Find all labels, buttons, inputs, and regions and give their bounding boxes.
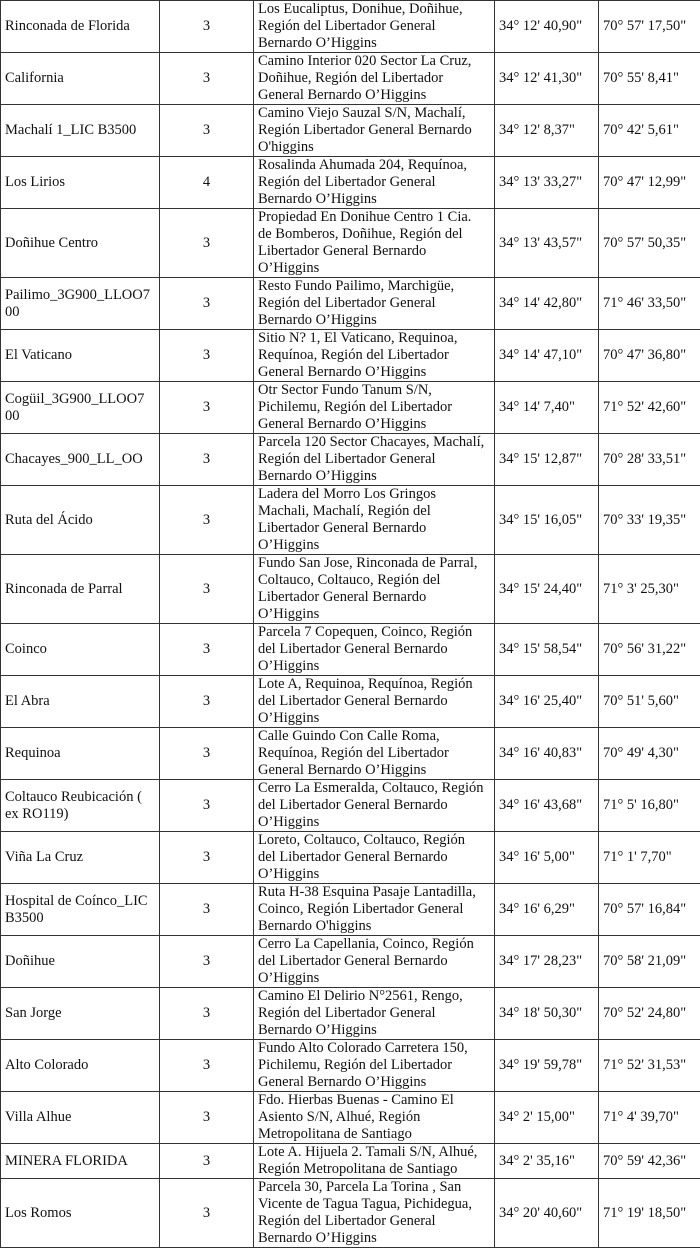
site-name-cell: California [1,53,160,105]
longitude-cell: 71° 5' 16,80" [599,780,700,832]
table-row [1,105,700,157]
longitude-cell: 71° 52' 31,53" [599,1040,700,1092]
site-name-cell: Coinco [1,624,160,676]
latitude-cell: 34° 12' 8,37" [495,105,599,157]
site-name-cell: Ruta del Ácido [1,486,160,555]
address-cell: Resto Fundo Pailimo, Marchigüe, Región del Libertador General Bernardo O’Higgins [254,278,495,330]
site-name-cell: Pailimo_3G900_LLOO7 00 [1,278,160,330]
latitude-cell: 34° 16' 43,68" [495,780,599,832]
table-row [1,780,700,832]
sector-count-cell: 3 [160,1040,254,1092]
latitude-cell: 34° 16' 40,83" [495,728,599,780]
longitude-cell: 71° 4' 39,70" [599,1092,700,1144]
site-name-cell: Chacayes_900_LL_OO [1,434,160,486]
address-cell: Lote A, Requinoa, Requínoa, Región del Libertador General Bernardo O’Higgins [254,676,495,728]
sector-count-cell: 3 [160,728,254,780]
table-row [1,728,700,780]
latitude-cell: 34° 19' 59,78" [495,1040,599,1092]
sector-count-cell: 3 [160,676,254,728]
sector-count-cell: 3 [160,832,254,884]
latitude-cell: 34° 2' 35,16" [495,1144,599,1179]
table-row [1,278,700,330]
latitude-cell: 34° 14' 42,80" [495,278,599,330]
longitude-cell: 70° 55' 8,41" [599,53,700,105]
longitude-cell: 70° 42' 5,61" [599,105,700,157]
longitude-cell: 70° 49' 4,30" [599,728,700,780]
address-cell: Camino Viejo Sauzal S/N, Machalí, Región Libertador General Bernardo O'higgins [254,105,495,157]
address-cell: Parcela 30, Parcela La Torina , San Vicente de Tagua Tagua, Pichidegua, Región del Libertador General Bernardo O’Higgins [254,1179,495,1248]
address-cell: Propiedad En Donihue Centro 1 Cia. de Bomberos, Doñihue, Región del Libertador General Bernardo O’Higgins [254,209,495,278]
address-cell: Otr Sector Fundo Tanum S/N, Pichilemu, Región del Libertador General Bernardo O’Higgins [254,382,495,434]
address-cell: Parcela 120 Sector Chacayes, Machalí, Región del Libertador General Bernardo O’Higgins [254,434,495,486]
sector-count-cell: 3 [160,1179,254,1248]
site-name-cell: San Jorge [1,988,160,1040]
table-row [1,884,700,936]
longitude-cell: 70° 58' 21,09" [599,936,700,988]
site-name-cell: El Vaticano [1,330,160,382]
sector-count-cell: 3 [160,624,254,676]
site-name-cell: Viña La Cruz [1,832,160,884]
latitude-cell: 34° 16' 6,29" [495,884,599,936]
site-name-cell: Rinconada de Parral [1,555,160,624]
table-row [1,1040,700,1092]
latitude-cell: 34° 2' 15,00" [495,1092,599,1144]
latitude-cell: 34° 15' 12,87" [495,434,599,486]
sector-count-cell: 3 [160,555,254,624]
site-name-cell: Requinoa [1,728,160,780]
address-cell: Lote A. Hijuela 2. Tamali S/N, Alhué, Región Metropolitana de Santiago [254,1144,495,1179]
table-row [1,988,700,1040]
table-row [1,382,700,434]
address-cell: Fundo San Jose, Rinconada de Parral, Coltauco, Coltauco, Región del Libertador General Bernardo O’Higgins [254,555,495,624]
latitude-cell: 34° 13' 43,57" [495,209,599,278]
latitude-cell: 34° 16' 5,00" [495,832,599,884]
site-name-cell: Cogüil_3G900_LLOO7 00 [1,382,160,434]
longitude-cell: 70° 57' 17,50" [599,1,700,53]
site-name-cell: Los Lirios [1,157,160,209]
longitude-cell: 71° 3' 25,30" [599,555,700,624]
sector-count-cell: 3 [160,486,254,555]
latitude-cell: 34° 14' 7,40" [495,382,599,434]
latitude-cell: 34° 20' 40,60" [495,1179,599,1248]
longitude-cell: 70° 47' 12,99" [599,157,700,209]
site-name-cell: Villa Alhue [1,1092,160,1144]
address-cell: Camino El Delirio N°2561, Rengo, Región del Libertador General Bernardo O’Higgins [254,988,495,1040]
address-cell: Loreto, Coltauco, Coltauco, Región del Libertador General Bernardo O’Higgins [254,832,495,884]
address-cell: Camino Interior 020 Sector La Cruz, Doñihue, Región del Libertador General Bernardo O’Higgins [254,53,495,105]
longitude-cell: 71° 19' 18,50" [599,1179,700,1248]
longitude-cell: 71° 46' 33,50" [599,278,700,330]
site-name-cell: Coltauco Reubicación ( ex RO119) [1,780,160,832]
longitude-cell: 70° 59' 42,36" [599,1144,700,1179]
address-cell: Ladera del Morro Los Gringos Machali, Machalí, Región del Libertador General Bernardo O’Higgins [254,486,495,555]
table-row [1,555,700,624]
latitude-cell: 34° 15' 24,40" [495,555,599,624]
table-row [1,1144,700,1179]
sector-count-cell: 3 [160,105,254,157]
table-row [1,1,700,53]
longitude-cell: 70° 51' 5,60" [599,676,700,728]
table-row [1,53,700,105]
longitude-cell: 70° 57' 16,84" [599,884,700,936]
longitude-cell: 70° 57' 50,35" [599,209,700,278]
latitude-cell: 34° 13' 33,27" [495,157,599,209]
site-name-cell: MINERA FLORIDA [1,1144,160,1179]
table-row [1,209,700,278]
latitude-cell: 34° 15' 16,05" [495,486,599,555]
table-row [1,1179,700,1248]
address-cell: Ruta H-38 Esquina Pasaje Lantadilla, Coinco, Región Libertador General Bernardo O'higgins [254,884,495,936]
latitude-cell: 34° 17' 28,23" [495,936,599,988]
latitude-cell: 34° 15' 58,54" [495,624,599,676]
longitude-cell: 70° 47' 36,80" [599,330,700,382]
longitude-cell: 70° 52' 24,80" [599,988,700,1040]
site-name-cell: Hospital de Coínco_LIC B3500 [1,884,160,936]
sector-count-cell: 3 [160,209,254,278]
latitude-cell: 34° 16' 25,40" [495,676,599,728]
table-row [1,157,700,209]
sector-count-cell: 3 [160,988,254,1040]
address-cell: Fundo Alto Colorado Carretera 150, Pichilemu, Región del Libertador General Bernardo O’Higgins [254,1040,495,1092]
table-row [1,832,700,884]
longitude-cell: 70° 56' 31,22" [599,624,700,676]
sector-count-cell: 3 [160,1,254,53]
address-cell: Cerro La Esmeralda, Coltauco, Región del Libertador General Bernardo O’Higgins [254,780,495,832]
address-cell: Cerro La Capellania, Coinco, Región del Libertador General Bernardo O’Higgins [254,936,495,988]
address-cell: Rosalinda Ahumada 204, Requínoa, Región del Libertador General Bernardo O’Higgins [254,157,495,209]
sector-count-cell: 3 [160,382,254,434]
sector-count-cell: 3 [160,278,254,330]
latitude-cell: 34° 18' 50,30" [495,988,599,1040]
sites-table-body [1,1,700,1248]
sector-count-cell: 3 [160,884,254,936]
address-cell: Fdo. Hierbas Buenas - Camino El Asiento S/N, Alhué, Región Metropolitana de Santiago [254,1092,495,1144]
table-row [1,624,700,676]
sector-count-cell: 3 [160,1092,254,1144]
site-name-cell: Doñihue [1,936,160,988]
table-row [1,1092,700,1144]
latitude-cell: 34° 14' 47,10" [495,330,599,382]
latitude-cell: 34° 12' 41,30" [495,53,599,105]
sector-count-cell: 3 [160,1144,254,1179]
site-name-cell: Doñihue Centro [1,209,160,278]
table-row [1,936,700,988]
site-name-cell: El Abra [1,676,160,728]
table-row [1,676,700,728]
sector-count-cell: 3 [160,780,254,832]
table-row [1,434,700,486]
site-name-cell: Alto Colorado [1,1040,160,1092]
longitude-cell: 71° 1' 7,70" [599,832,700,884]
site-name-cell: Machalí 1_LIC B3500 [1,105,160,157]
sector-count-cell: 3 [160,330,254,382]
latitude-cell: 34° 12' 40,90" [495,1,599,53]
table-row [1,486,700,555]
site-name-cell: Rinconada de Florida [1,1,160,53]
longitude-cell: 71° 52' 42,60" [599,382,700,434]
longitude-cell: 70° 33' 19,35" [599,486,700,555]
address-cell: Parcela 7 Copequen, Coinco, Región del Libertador General Bernardo O’Higgins [254,624,495,676]
address-cell: Calle Guindo Con Calle Roma, Requínoa, Región del Libertador General Bernardo O’Higgins [254,728,495,780]
sector-count-cell: 3 [160,434,254,486]
site-name-cell: Los Romos [1,1179,160,1248]
sector-count-cell: 3 [160,53,254,105]
address-cell: Sitio N? 1, El Vaticano, Requinoa, Requínoa, Región del Libertador General Bernardo O’Higgins [254,330,495,382]
longitude-cell: 70° 28' 33,51" [599,434,700,486]
address-cell: Los Eucaliptus, Donihue, Doñihue, Región del Libertador General Bernardo O’Higgins [254,1,495,53]
sector-count-cell: 4 [160,157,254,209]
table-row [1,330,700,382]
sector-count-cell: 3 [160,936,254,988]
